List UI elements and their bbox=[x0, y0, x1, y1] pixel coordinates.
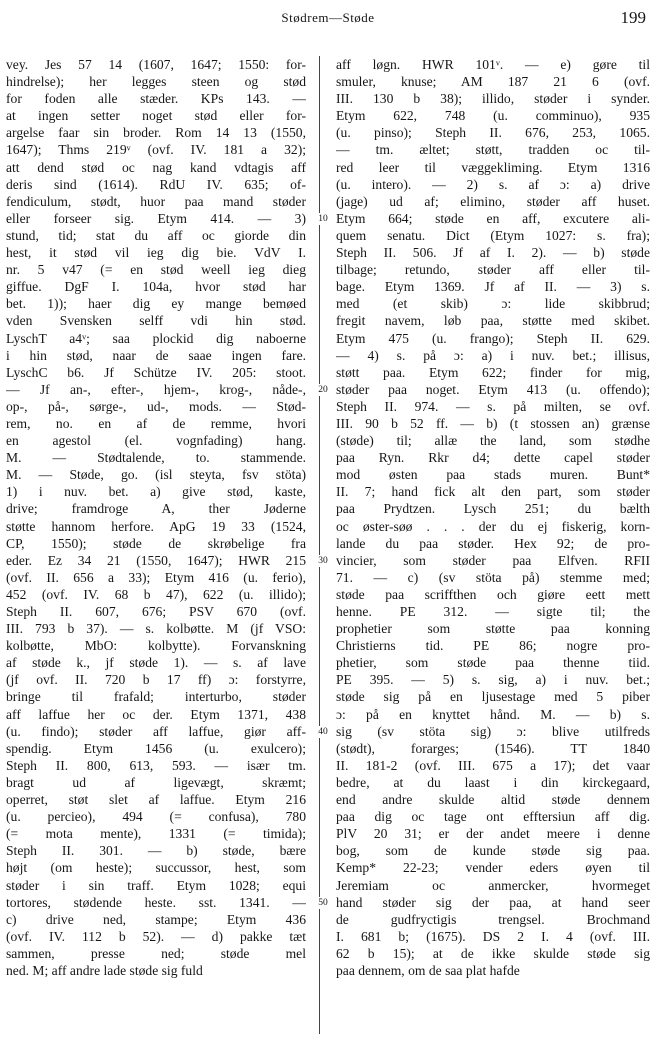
text-line: M. — Støde, go. (isl steyta, fsv stöta) bbox=[6, 467, 306, 483]
text-line: stund, tid; stat du aff oc giorde din bbox=[6, 227, 306, 243]
text-line: hindrelse); her legges steen og stød bbox=[6, 74, 306, 90]
text-line: M. — Stødtalende, to. stammende. bbox=[6, 450, 306, 466]
page-number: 199 bbox=[620, 8, 646, 27]
text-line: mod østen paa stads muren. Bunt* bbox=[336, 467, 650, 483]
text-line: støtt paa. Etym 622; finder for mig, bbox=[336, 364, 650, 380]
text-line: Etym 622, 748 (u. comminuo), 935 bbox=[336, 108, 650, 124]
text-line: bringe til frafald; interturbo, støder bbox=[6, 689, 306, 705]
text-line: (ovf. II. 656 a 33); Etym 416 (u. ferio), bbox=[6, 569, 306, 585]
text-line: CP, 1550); støde de skrøbelige fra bbox=[6, 535, 306, 551]
text-line: fendiculum, stødt, huor paa mand støder bbox=[6, 193, 306, 209]
text-line: 62 b 15); at de ikke skulde støde sig bbox=[336, 945, 650, 961]
text-line: de gudfryctigis trengsel. Brochmand bbox=[336, 911, 650, 927]
text-line: I. 681 b; (1675). DS 2 I. 4 (ovf. III. bbox=[336, 928, 650, 944]
text-line: giffue. DgF I. 104a, hvor stød har bbox=[6, 279, 306, 295]
text-line: fregit navem, løb paa, støtte med skibet. bbox=[336, 313, 650, 329]
text-line: bage. Etym 1369. Jf af II. — 3) s. bbox=[336, 279, 650, 295]
text-line: — 4) s. på ɔ: a) i nuv. bet.; illisus, bbox=[336, 347, 650, 363]
text-line: oc øster-søø . . . der du ej fiskerig, korn- bbox=[336, 518, 650, 534]
text-line: — Jf an-, efter-, hjem-, krog-, nåde-, bbox=[6, 381, 306, 397]
text-line: II. 7; hand fick alt den part, som støder bbox=[336, 484, 650, 500]
text-line: (u. findo); støder aff laffue, giør aff- bbox=[6, 723, 306, 739]
text-line: vincier, som støder paa Elfven. RFII bbox=[336, 552, 650, 568]
text-line: 1) i nuv. bet. a) give stød, kaste, bbox=[6, 484, 306, 500]
text-line: III. 90 b 52 ff. — b) (t stossen an) grænse bbox=[336, 415, 650, 431]
text-line: (= mota mente), 1331 (= timida); bbox=[6, 826, 306, 842]
text-line: Steph II. 506. Jf af I. 2). — b) støde bbox=[336, 245, 650, 261]
text-line: støde paa scriffthen och giøre eett mett bbox=[336, 586, 650, 602]
text-line: paa dennem, om de saa plat hafde bbox=[336, 962, 520, 978]
text-line: støtte hannom herfore. ApG 19 33 (1524, bbox=[6, 518, 306, 534]
text-line: operret, støt slet af laffue. Etym 216 bbox=[6, 792, 306, 808]
text-line: Kemp* 22-23; vender eders øyen til bbox=[336, 860, 650, 876]
text-line: lande du paa støder. Hex 92; de pro- bbox=[336, 535, 650, 551]
text-line: af støde k., jf støde 1). — s. af lave bbox=[6, 655, 306, 671]
text-line: — tm. æltet; støtt, tradden oc til- bbox=[336, 142, 650, 158]
text-line: Steph II. 607, 676; PSV 670 (ovf. bbox=[6, 604, 306, 619]
text-line: sammen, presse ned; støde mel bbox=[6, 945, 306, 961]
text-line: sig (sv stöta sig) ɔ: blive utilfreds bbox=[336, 723, 650, 739]
text-line: Steph II. 800, 613, 593. — især tm. bbox=[6, 757, 306, 773]
right-column bbox=[336, 56, 650, 1036]
column-divider bbox=[319, 56, 320, 1034]
text-line: rem, no. en af de remme, hvori bbox=[6, 415, 306, 431]
text-line: nr. 5 v47 (= en stød weell ieg dieg bbox=[6, 262, 306, 278]
text-line: at ingen setter noget stød eller for- bbox=[6, 108, 306, 124]
text-line: smuler, knuse; AM 187 21 6 (ovf. bbox=[336, 74, 650, 90]
text-line: 71. — c) (sv stöta på) stemme med; bbox=[336, 569, 650, 585]
text-line: Christierns tid. PE 86; nogre pro- bbox=[336, 638, 650, 654]
line-number: 50 bbox=[312, 897, 334, 909]
text-line: III. 130 b 38); illido, støder i synder. bbox=[336, 91, 650, 107]
text-line: en agestol (el. vognfading) hang. bbox=[6, 433, 306, 449]
text-line: (u. pinso); Steph II. 676, 253, 1065. bbox=[336, 125, 650, 141]
text-line: 452 (ovf. IV. 68 b 47), 622 (u. illido); bbox=[6, 586, 306, 602]
text-line: (stødt), forarges; (1546). TT 1840 bbox=[336, 740, 650, 756]
text-line: (jage) ud af; elimino, støder aff huset. bbox=[336, 193, 650, 209]
text-line: Etym 664; støde en aff, excutere ali- bbox=[336, 210, 650, 226]
text-line: støder i sin traff. Etym 1028; equi bbox=[6, 877, 306, 893]
text-line: (u. intero). — 2) s. af ɔ: a) drive bbox=[336, 176, 650, 192]
line-number: 30 bbox=[312, 555, 334, 567]
text-line: Jeremiam oc anmercker, hvormeget bbox=[336, 877, 650, 893]
text-line: III. 793 b 37). — s. kolbøtte. M (jf VSO: bbox=[6, 621, 306, 637]
text-line: 1647); Thms 219ᵛ (ovf. IV. 181 a 32); bbox=[6, 142, 306, 158]
text-line: tortores, stødende heste. sst. 1341. — bbox=[6, 894, 306, 910]
text-line: i hin stød, naar de saae ingen fare. bbox=[6, 347, 306, 363]
text-line: kolbøtte, MbO: kolbytte). Forvanskning bbox=[6, 638, 306, 654]
text-line: (jf ovf. II. 720 b 17 ff) ɔ: forstyrre, bbox=[6, 672, 306, 688]
left-column bbox=[6, 56, 306, 1036]
text-line: c) drive ned, stampe; Etym 436 bbox=[6, 911, 306, 927]
text-line: ned. M; aff andre lade støde sig fuld bbox=[6, 962, 203, 978]
text-line: (støde) til; allæ the land, som stødhe bbox=[336, 433, 650, 449]
page-header bbox=[0, 8, 656, 34]
text-line: Etym 475 (u. frango); Steph II. 629. bbox=[336, 330, 650, 346]
text-line: aff laffue her oc der. Etym 1371, 438 bbox=[6, 706, 306, 722]
text-line: ɔ: på en knyttet hånd. M. — b) s. bbox=[336, 706, 650, 722]
running-head: Stødrem—Støde bbox=[281, 10, 375, 25]
text-line: argelse faar sin broder. Rom 14 13 (1550, bbox=[6, 125, 306, 141]
text-line: aff løgn. HWR 101ᵛ. — e) gøre til bbox=[336, 57, 650, 72]
text-line: støder paa noget. Etym 413 (u. offendo); bbox=[336, 381, 650, 397]
text-line: spendig. Etym 1456 (u. exulcero); bbox=[6, 740, 306, 756]
text-line: bedre, at du laast i din kirckegaard, bbox=[336, 774, 650, 790]
text-line: højt (om heste); succussor, hest, som bbox=[6, 860, 306, 876]
text-line: for foden alle stæder. KPs 143. — bbox=[6, 91, 306, 107]
line-number: 40 bbox=[312, 726, 334, 738]
text-line: hand støder sig der paa, at hand seer bbox=[336, 894, 650, 910]
text-line: bet. 1)); haer dig ey mange bemøed bbox=[6, 296, 306, 312]
text-line: paa Prydtzen. Lysch 251; du bælth bbox=[336, 501, 650, 517]
text-line: deris sind (1614). RdU IV. 635; of- bbox=[6, 176, 306, 192]
text-line: LyschC b6. Jf Schütze IV. 205: stoot. bbox=[6, 364, 306, 380]
text-line: LyschT a4ᵛ; saa plockid dig naboerne bbox=[6, 330, 306, 346]
text-line: tilbage; retundo, støder aff eller til- bbox=[336, 262, 650, 278]
text-line: drive; framdroge A, ther Jøderne bbox=[6, 501, 306, 517]
text-line: hest, it stød vil ieg dig bie. VdV I. bbox=[6, 245, 306, 261]
text-line: att dend stød oc nag kand vdtagis aff bbox=[6, 159, 306, 175]
text-line: med (et skib) ɔ: lide skibbrud; bbox=[336, 296, 650, 312]
text-line: paa Ryn. Rkr d4; dette capel støder bbox=[336, 450, 650, 466]
text-line: op-, på-, sørge-, ud-, mods. — Stød- bbox=[6, 398, 306, 414]
text-line: II. 181-2 (ovf. III. 675 a 17); det vaar bbox=[336, 757, 650, 773]
text-line: eder. Ez 34 21 (1550, 1647); HWR 215 bbox=[6, 552, 306, 568]
line-number: 10 bbox=[312, 213, 334, 225]
text-line: bragt ud af ligevægt, skræmt; bbox=[6, 774, 306, 790]
text-line: paa dig oc tage ont efftersiun aff dig. bbox=[336, 809, 650, 825]
text-line: eller forseer sig. Etym 414. — 3) bbox=[6, 210, 306, 226]
text-line: quem senatu. Dict (Etym 1027: s. fra); bbox=[336, 227, 650, 243]
text-line: vey. Jes 57 14 (1607, 1647; 1550: for- bbox=[6, 57, 306, 72]
text-line: (u. percieo), 494 (= confusa), 780 bbox=[6, 809, 306, 825]
line-number: 20 bbox=[312, 384, 334, 396]
text-line: bog, som de kunde støde sig paa. bbox=[336, 843, 650, 859]
text-line: phetier, som støde paa thenne tiid. bbox=[336, 655, 650, 671]
text-line: støde sig på en ljusestage med 5 piber bbox=[336, 689, 650, 705]
text-line: vden Svensken selff vdi hin stød. bbox=[6, 313, 306, 329]
text-line: Steph II. 301. — b) støde, bære bbox=[6, 843, 306, 859]
text-line: Steph II. 974. — s. på milten, se ovf. bbox=[336, 398, 650, 414]
text-line: end andre skulde altid støde dennem bbox=[336, 792, 650, 808]
text-line: henne. PE 312. — sigte til; the bbox=[336, 604, 650, 619]
text-line: PlV 20 31; er der andet meere i denne bbox=[336, 826, 650, 842]
text-line: prophetier som støtte paa konning bbox=[336, 621, 650, 637]
text-line: PE 395. — 5) s. sig, a) i nuv. bet.; bbox=[336, 672, 650, 688]
text-line: red leer til væggekliming. Etym 1316 bbox=[336, 159, 650, 175]
text-line: (ovf. IV. 112 b 52). — d) pakke tæt bbox=[6, 928, 306, 944]
